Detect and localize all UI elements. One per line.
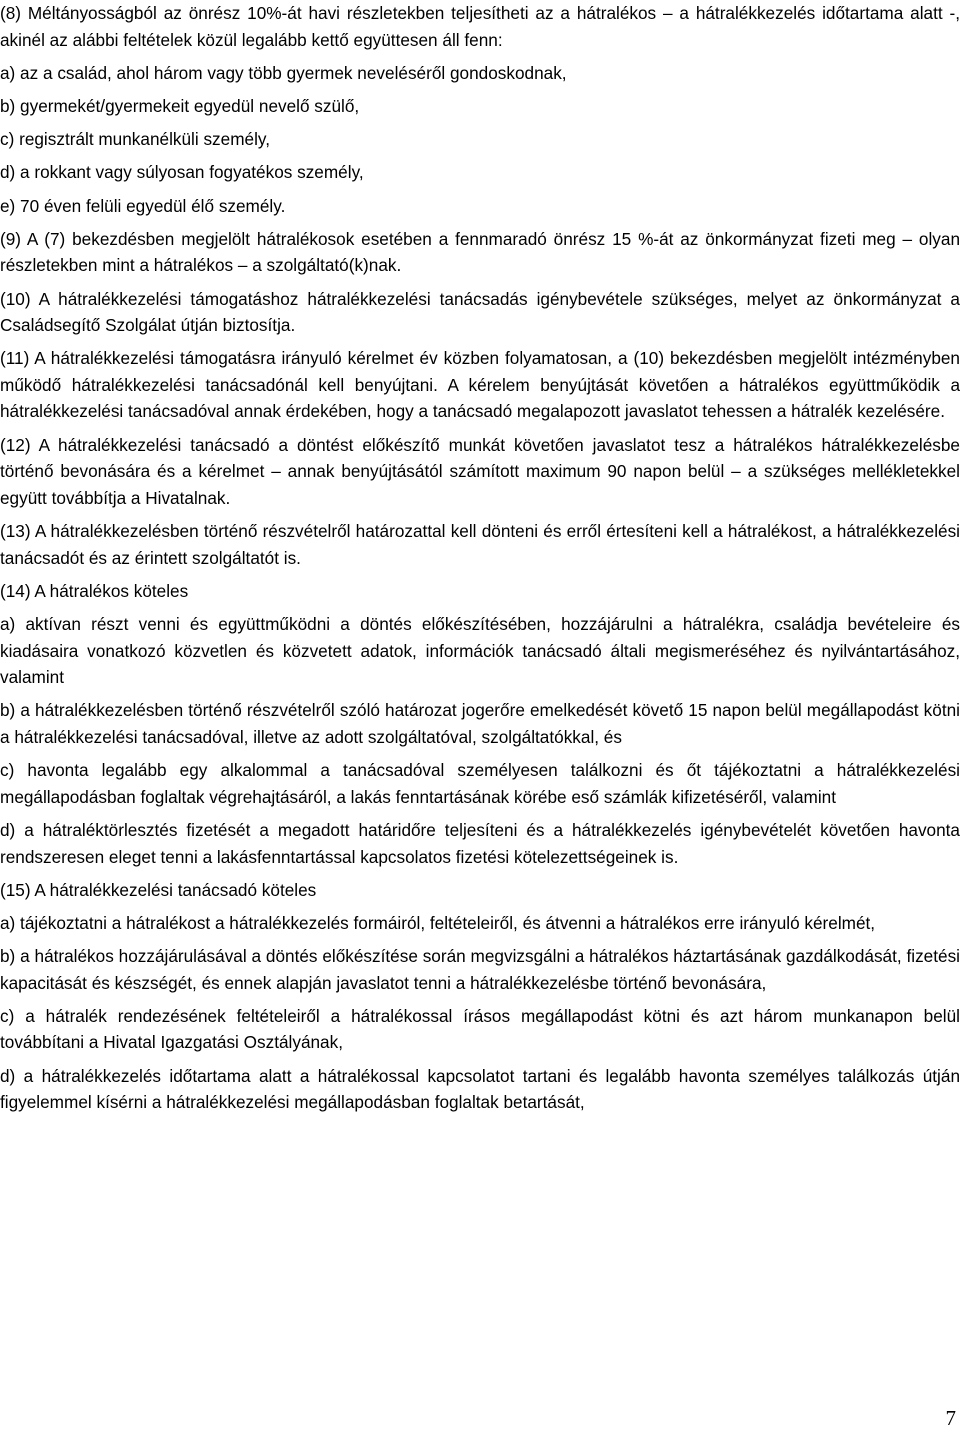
list-item-8a: a) az a család, ahol három vagy több gyermek neveléséről gondoskodnak, xyxy=(0,62,567,83)
paragraph-13: (13) A hátralékkezelésben történő részvételről határozattal kell dönteni és erről értesíteni kell a hátralékost, a hátralékkezelési tanácsadót és az érintett szolgáltatót is. xyxy=(0,521,960,568)
paragraph-12: (12) A hátralékkezelési tanácsadó a döntést előkészítő munkát követően javaslatot tesz a hátralékos hátralékkezelésbe történő bevonására és a kérelmet – annak benyújtásától számított maximum 90 napon belül – a szükséges mellékletekkel együtt továbbítja a Hivatalnak. xyxy=(0,434,960,508)
paragraph-14-heading: (14) A hátralékos köteles xyxy=(0,580,189,601)
list-item-8e: e) 70 éven felüli egyedül élő személy. xyxy=(0,195,286,216)
list-item-14d: d) a hátraléktörlesztés fizetését a megadott határidőre teljesíteni és a hátralékkezelés igénybevételét követően havonta rendszeresen eleget tenni a lakásfenntartással kapcsolatos fizetési kötelezettségeinek is. xyxy=(0,819,960,867)
list-item-14b: b) a hátralékkezelésben történő részvételről szóló határozat jogerőre emelkedését követő 15 napon belül megállapodást kötni a hátralékkezelési tanácsadóval, illetve az adott szolgáltatóval, szolgáltatókkal, és xyxy=(0,700,960,747)
list-item-8c: c) regisztrált munkanélküli személy, xyxy=(0,129,270,150)
list-item-15d: d) a hátralékkezelés időtartama alatt a hátralékossal kapcsolatot tartani és legalább havonta személyes találkozás útján figyelemmel kísérni a hátralékkezelési megállapodásban foglaltak betartását, xyxy=(0,1065,960,1113)
list-item-15a: a) tájékoztatni a hátralékost a hátralékkezelés formáiról, feltételeiről, és átvenni a hátralékos erre irányuló kérelmét, xyxy=(0,912,876,933)
list-item-8d: d) a rokkant vagy súlyosan fogyatékos személy, xyxy=(0,162,364,183)
paragraph-8: (8) Méltányosságból az önrész 10%-át havi részletekben teljesítheti az a hátralékos – a hátralékkezelés időtartama alatt -, akinél az alábbi feltételek közül legalább kettő együttesen áll fenn: xyxy=(0,3,960,50)
paragraph-11: (11) A hátralékkezelési támogatásra irányuló kérelmet év közben folyamatosan, a (10) bekezdésben megjelölt intézményben működő hátralékkezelési tanácsadónál kell benyújtani. A kérelem benyújtását követően a hátralékos együttműködik a hátralékkezelési tanácsadóval annak érdekében, hogy a tanácsadó megalapozott javaslatot tehessen a hátralék kezelésére. xyxy=(0,348,960,422)
list-item-15b: b) a hátralékos hozzájárulásával a döntés előkészítése során megvizsgálni a hátralékos háztartásának gazdálkodását, fizetési kapacitását és készségét, és ennek alapján javaslatot tenni a hátralékkezelésbe történő bevonására, xyxy=(0,946,960,993)
paragraph-15-heading: (15) A hátralékkezelési tanácsadó köteles xyxy=(0,879,317,900)
paragraph-10: (10) A hátralékkezelési támogatáshoz hátralékkezelési tanácsadás igénybevétele szükséges, melyet az önkormányzat a Családsegítő Szolgálat útján biztosítja. xyxy=(0,288,960,336)
list-item-8b: b) gyermekét/gyermekeit egyedül nevelő szülő, xyxy=(0,95,360,116)
list-item-14a: a) aktívan részt venni és együttműködni a döntés előkészítésében, hozzájárulni a hátralékra, családja bevételeire és kiadásaira vonatkozó közvetlen és közvetett adatok, információk tanácsadó általi megismeréséhez és nyilvántartásához, valamint xyxy=(0,614,960,688)
page-number: 7 xyxy=(945,1406,956,1430)
list-item-14c: c) havonta legalább egy alkalommal a tanácsadóval személyesen találkozni és őt tájékoztatni a hátralékkezelési megállapodásban foglaltak végrehajtásáról, a lakás fenntartásának körébe eső számlák kifizetéséről, valamint xyxy=(0,760,960,807)
list-item-15c: c) a hátralék rendezésének feltételeiről a hátralékossal írásos megállapodást kötni és azt három munkanapon belül továbbítani a Hivatal Igazgatási Osztályának, xyxy=(0,1005,960,1053)
paragraph-9: (9) A (7) bekezdésben megjelölt hátralékosok esetében a fennmaradó önrész 15 %-át az önkormányzat fizeti meg – olyan részletekben mint a hátralékos – a szolgáltató(k)nak. xyxy=(0,228,960,276)
